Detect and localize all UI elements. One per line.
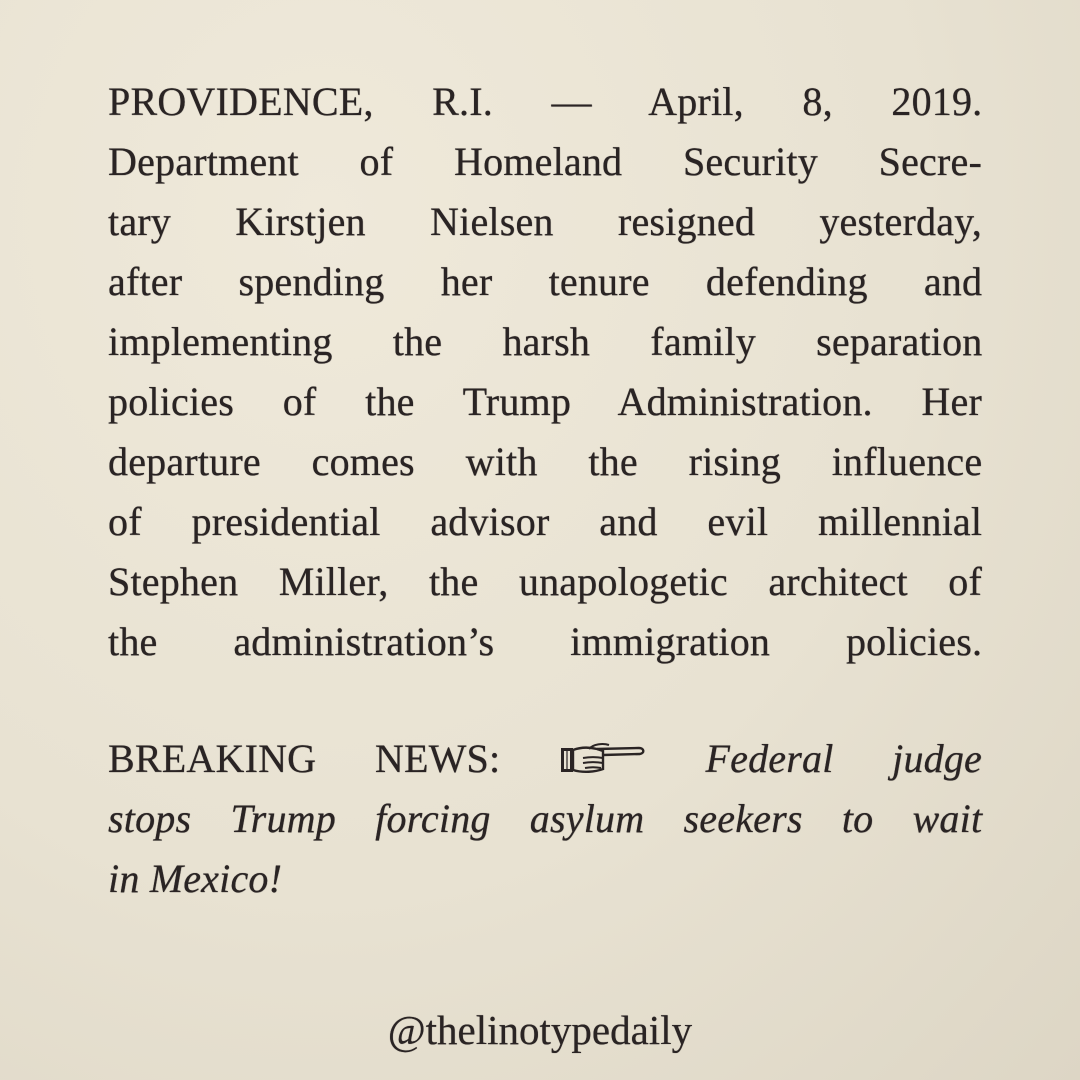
breaking-news-line-1: [108, 729, 982, 789]
article-line-2: Department of Homeland Security Secre-: [108, 139, 982, 184]
article-line-6: policies of the Trump Administration. Her: [108, 379, 982, 424]
article-line-9: Stephen Miller, the unapologetic architect of: [108, 559, 982, 604]
breaking-headline-line-2: stops Trump forcing asylum seekers to wait: [108, 796, 983, 841]
article-line-10: the administration’s immigration policies.: [108, 619, 983, 664]
article-line-8: of presidential advisor and evil millennial: [108, 499, 983, 544]
breaking-headline-line-3: in Mexico!: [108, 856, 283, 901]
breaking-news-label: BREAKING NEWS:: [108, 736, 501, 781]
article-line-3: tary Kirstjen Nielsen resigned yesterday,: [108, 199, 982, 244]
article-body: [108, 72, 982, 672]
article-line-1: PROVIDENCE, R.I. — April, 8, 2019.: [108, 79, 983, 124]
pointing-hand-icon: [559, 739, 647, 779]
article-line-5: implementing the harsh family separation: [108, 319, 983, 364]
breaking-news: [108, 729, 982, 909]
article-line-4: after spending her tenure defending and: [108, 259, 983, 304]
article-line-7: departure comes with the rising influence: [108, 439, 983, 484]
breaking-headline-part-1: Federal judge: [705, 736, 983, 781]
social-handle: @thelinotypedaily: [387, 1007, 693, 1053]
